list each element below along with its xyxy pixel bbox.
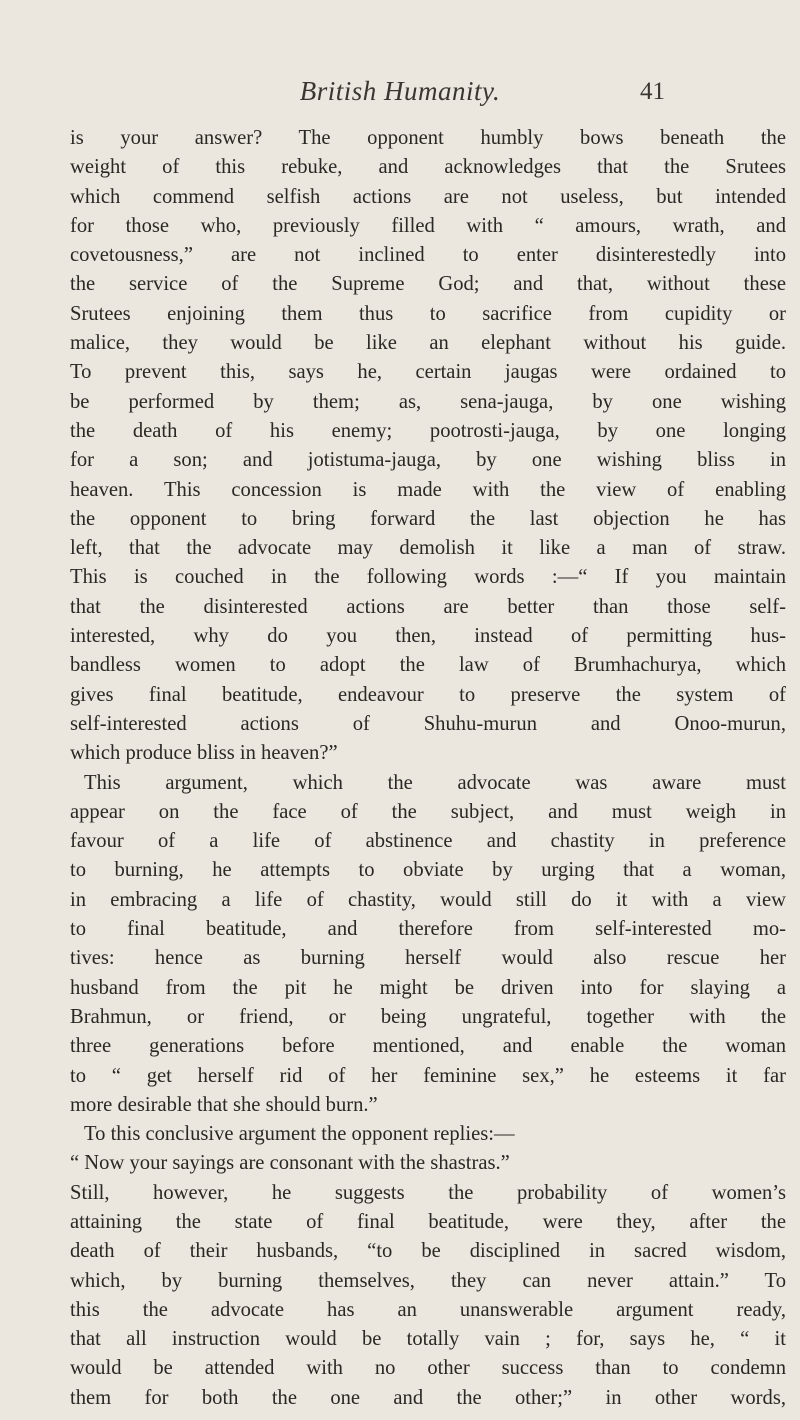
text-line: Still, however, he suggests the probability of women’s: [70, 1181, 786, 1204]
text-line: which produce bliss in heaven?”: [70, 742, 338, 765]
text-line: be performed by them; as, sena-jauga, by one wishing: [70, 390, 786, 413]
text-line: more desirable that she should burn.”: [70, 1093, 378, 1116]
text-line: tives: hence as burning herself would also rescue her: [70, 947, 786, 970]
text-line: to “ get herself rid of her feminine sex,” he esteems it far: [70, 1064, 786, 1087]
text-line: malice, they would be like an elephant without his guide.: [70, 332, 786, 355]
text-line: covetousness,” are not inclined to enter disinterestedly into: [70, 244, 786, 267]
text-line: three generations before mentioned, and enable the woman: [70, 1035, 786, 1058]
text-line: heaven. This concession is made with the view of enabling: [70, 478, 786, 501]
text-line: to final beatitude, and therefore from self-interested mo-: [70, 918, 786, 941]
text-line: bandless women to adopt the law of Brumhachurya, which: [70, 654, 786, 677]
text-line: self-interested actions of Shuhu-murun and Onoo-murun,: [70, 712, 786, 735]
text-line: left, that the advocate may demolish it like a man of straw.: [70, 537, 786, 560]
text-line: that the disinterested actions are better than those self-: [70, 595, 786, 618]
text-line: this the advocate has an unanswerable argument ready,: [70, 1298, 786, 1321]
text-line: the death of his enemy; pootrosti-jauga, by one longing: [70, 419, 786, 442]
text-line: This is couched in the following words :—“ If you maintain: [70, 566, 786, 589]
text-line: the opponent to bring forward the last objection he has: [70, 507, 786, 530]
text-line: To prevent this, says he, certain jaugas were ordained to: [70, 361, 786, 384]
text-line: interested, why do you then, instead of permitting hus-: [70, 625, 786, 648]
page-number: 41: [640, 78, 665, 105]
body-text: [70, 124, 786, 1413]
text-line: is your answer? The opponent humbly bows beneath the: [70, 127, 786, 149]
text-line: This argument, which the advocate was aware must: [84, 771, 786, 794]
text-line: them for both the one and the other;” in other words,: [70, 1386, 786, 1409]
text-line: to burning, he attempts to obviate by urging that a woman,: [70, 859, 786, 882]
text-line: gives final beatitude, endeavour to preserve the system of: [70, 683, 786, 706]
text-line: husband from the pit he might be driven into for slaying a: [70, 976, 786, 999]
text-line: attaining the state of final beatitude, were they, after the: [70, 1210, 786, 1233]
running-title: British Humanity.: [299, 76, 501, 106]
text-line: in embracing a life of chastity, would still do it with a view: [70, 888, 786, 911]
text-line: weight of this rebuke, and acknowledges that the Srutees: [70, 156, 786, 179]
text-line: for those who, previously filled with “ amours, wrath, and: [70, 214, 786, 237]
text-line: Srutees enjoining them thus to sacrifice from cupidity or: [70, 302, 786, 325]
text-line: “ Now your sayings are consonant with the shastras.”: [70, 1152, 510, 1175]
text-line: death of their husbands, “to be disciplined in sacred wisdom,: [70, 1240, 786, 1263]
text-line: that all instruction would be totally vain ; for, says he, “ it: [70, 1328, 786, 1351]
text-line: for a son; and jotistuma-jauga, by one wishing bliss in: [70, 449, 786, 472]
text-line: appear on the face of the subject, and must weigh in: [70, 800, 786, 823]
text-line: favour of a life of abstinence and chastity in preference: [70, 830, 786, 853]
text-line: To this conclusive argument the opponent replies:—: [84, 1123, 515, 1146]
text-line: would be attended with no other success than to condemn: [70, 1357, 786, 1380]
text-line: the service of the Supreme God; and that, without these: [70, 273, 786, 296]
text-line: which, by burning themselves, they can never attain.” To: [70, 1269, 786, 1292]
running-head: [0, 76, 800, 116]
text-line: which commend selfish actions are not useless, but intended: [70, 185, 786, 208]
text-line: Brahmun, or friend, or being ungrateful, together with the: [70, 1005, 786, 1028]
